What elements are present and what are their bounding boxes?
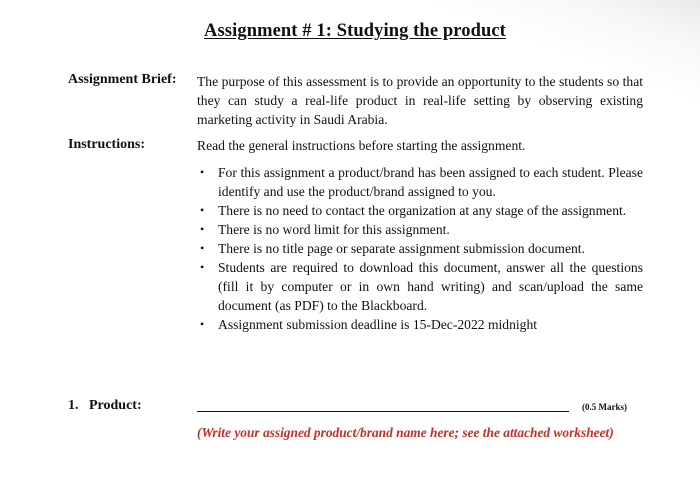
instructions-list [197,163,643,334]
product-label: 1. Product: [68,398,142,413]
product-answer-field[interactable] [197,411,569,412]
instruction-text: Assignment submission deadline is 15-Dec-2022 midnight [218,317,538,332]
instruction-text: Students are required to download this document, answer all the questions (fill it by computer or in own hand writing) and scan/upload the same document (as PDF) to the Blackboard. [218,260,643,313]
bullet-icon: • [200,260,205,274]
instruction-item [197,163,643,201]
instruction-text: For this assignment a product/brand has been assigned to each student. Please identify and use the product/brand assigned to you. [218,165,643,199]
instruction-item [197,315,643,334]
instruction-item [197,258,643,315]
bullet-icon: • [200,222,205,236]
bullet-icon: • [200,317,205,331]
assignment-brief-label: Assignment Brief: [68,72,177,87]
instruction-item [197,220,643,239]
instructions-intro: Read the general instructions before starting the assignment. [197,138,526,153]
instruction-text: There is no word limit for this assignment. [218,222,450,237]
marks-badge: (0.5 Marks) [582,402,627,412]
assignment-brief-text: The purpose of this assessment is to provide an opportunity to the students so that they can study a real-life product in real-life setting by observing existing marketing activity in Saudi Arabia. [197,74,643,127]
bullet-icon: • [200,203,205,217]
instruction-item [197,201,643,220]
bullet-icon: • [200,165,205,179]
instruction-text: There is no title page or separate assignment submission document. [218,241,585,256]
page-title: Assignment # 1: Studying the product [204,21,506,41]
product-hint: (Write your assigned product/brand name here; see the attached worksheet) [197,425,614,440]
bullet-icon: • [200,241,205,255]
instruction-item [197,239,643,258]
instruction-text: There is no need to contact the organization at any stage of the assignment. [218,203,627,218]
instructions-label: Instructions: [68,137,146,152]
